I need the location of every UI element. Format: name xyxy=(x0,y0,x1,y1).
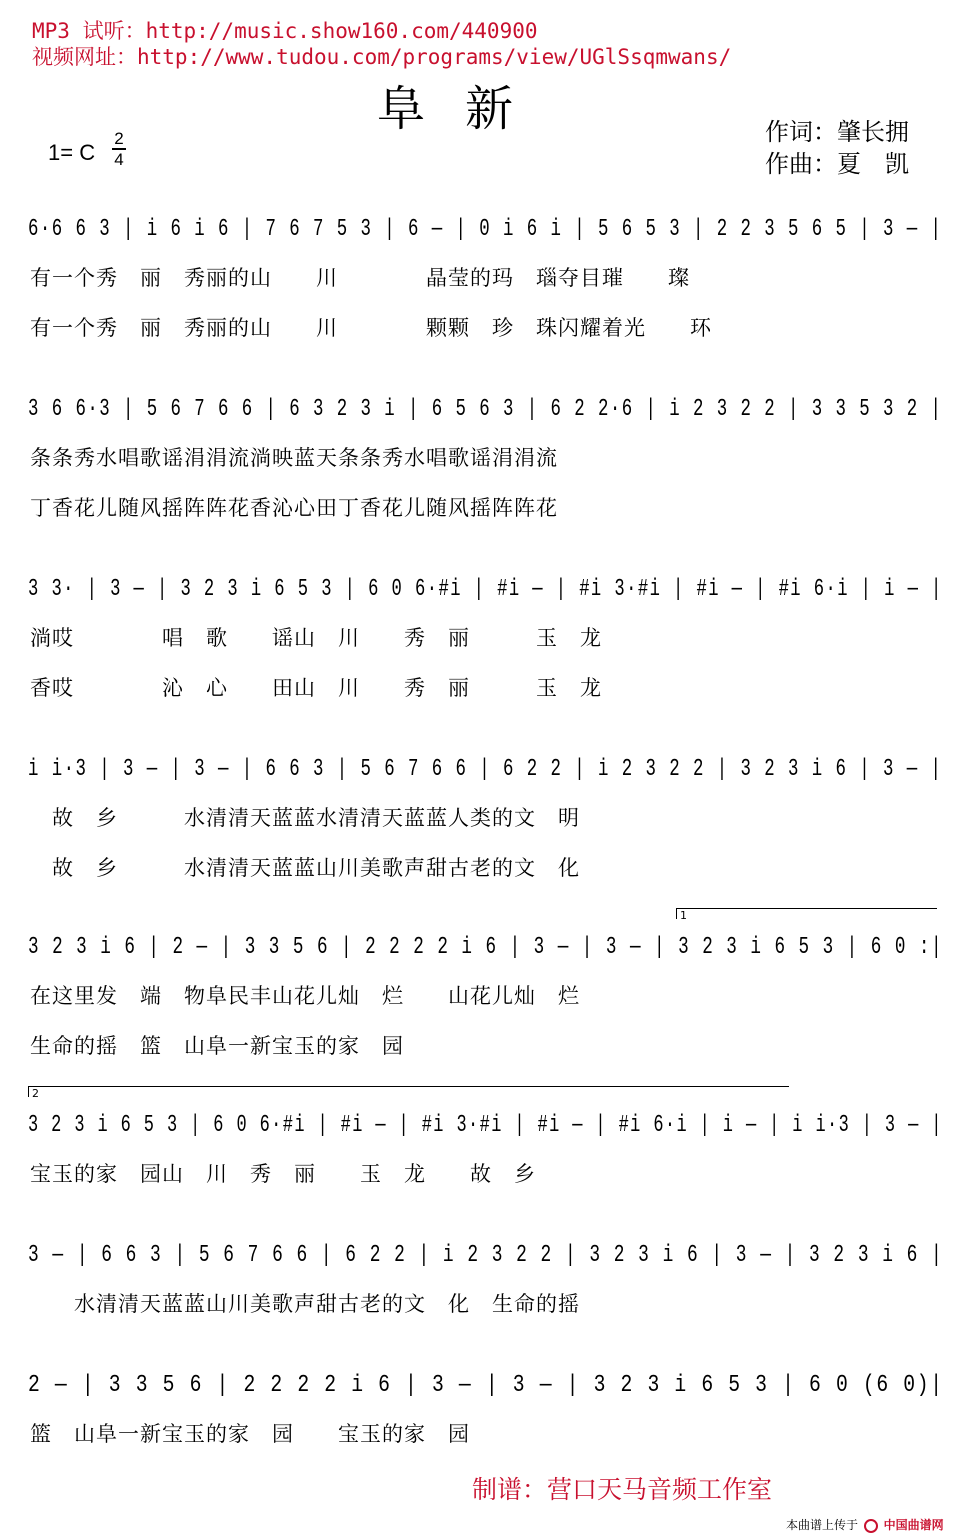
lyric-verse-1: 在这里发 端 物阜民丰山花儿灿 烂 山花儿灿 烂 xyxy=(30,984,580,1008)
mp3-link[interactable]: MP3 试听：http://music.show160.com/440900 xyxy=(32,19,538,43)
video-link[interactable]: 视频网址：http://www.tudou.com/programs/view/UGlSsqmwans/ xyxy=(32,45,732,69)
volta-bracket xyxy=(28,1086,789,1100)
time-top: 2 xyxy=(114,129,124,148)
lyric-verse-1: 条条秀水唱歌谣涓涓流淌映蓝天条条秀水唱歌谣涓涓流 xyxy=(30,446,558,470)
lyric-verse-1: 故 乡 水清清天蓝蓝水清清天蓝蓝人类的文 明 xyxy=(30,806,580,830)
time-bottom: 4 xyxy=(114,150,124,169)
composer: 作曲：夏 凯 xyxy=(765,150,909,178)
lyric-verse-2: 故 乡 水清清天蓝蓝山川美歌声甜古老的文 化 xyxy=(30,856,580,880)
notation-line: 3 6 6·3 | 5 6 7 6 6 | 6 3 2 3 i | 6 5 6 3 | 6 2 2·6 | i 2 3 2 2 | 3 3 5 3 2 | xyxy=(28,396,943,423)
notation-line: 6·6 6 3 | i 6 i 6 | 7 6 7 5 3 | 6 — | 0 i 6 i | 5 6 5 3 | 2 2 3 5 6 5 | 3 — | xyxy=(28,216,943,243)
lyric-verse-1: 水清清天蓝蓝山川美歌声甜古老的文 化 生命的摇 xyxy=(30,1292,580,1316)
lyric-verse-2: 丁香花儿随风摇阵阵花香沁心田丁香花儿随风摇阵阵花 xyxy=(30,496,558,520)
song-title: 阜新 xyxy=(376,81,553,137)
lyric-verse-1: 篮 山阜一新宝玉的家 园 宝玉的家 园 xyxy=(30,1422,470,1446)
volta-bracket xyxy=(676,908,937,922)
notation-line: 3 2 3 i 6 | 2 — | 3 3 5 6 | 2 2 2 2 i 6 | 3 — | 3 — | 3 2 3 i 6 5 3 | 6 0 :| xyxy=(28,934,943,961)
site-name[interactable]: 中国曲谱网 xyxy=(883,1518,944,1532)
volta-number: 2 xyxy=(32,1087,39,1100)
notation-line: 2 — | 3 3 5 6 | 2 2 2 2 i 6 | 3 — | 3 — | 3 2 3 i 6 5 3 | 6 0 (6 0)| xyxy=(28,1372,944,1399)
source-links xyxy=(32,18,731,70)
time-signature xyxy=(112,130,126,168)
volta-number: 1 xyxy=(680,909,687,922)
lyricist: 作词：肇长拥 xyxy=(765,118,909,146)
lyric-verse-1: 有一个秀 丽 秀丽的山 川 晶莹的玛 瑙夺目璀 璨 xyxy=(30,266,690,290)
notation-line: 3 3· | 3 — | 3 2 3 i 6 5 3 | 6 0 6·#i | #i — | #i 3·#i | #i — | #i 6·i | i — | xyxy=(28,576,943,603)
lyric-verse-2: 有一个秀 丽 秀丽的山 川 颗颗 珍 珠闪耀着光 环 xyxy=(30,316,712,340)
notation-line: 3 2 3 i 6 5 3 | 6 0 6·#i | #i — | #i 3·#i | #i — | #i 6·i | i — | i i·3 | 3 — | xyxy=(28,1112,943,1139)
credits xyxy=(765,116,909,180)
footer xyxy=(786,1516,944,1533)
key-label: 1= C xyxy=(48,140,96,165)
transcriber-credit: 制谱：营口天马音频工作室 xyxy=(472,1475,773,1504)
notation-line: 3 — | 6 6 3 | 5 6 7 6 6 | 6 2 2 | i 2 3 2 2 | 3 2 3 i 6 | 3 — | 3 2 3 i 6 | xyxy=(28,1242,944,1269)
upload-note: 本曲谱上传于 xyxy=(786,1518,859,1532)
lyric-verse-2: 香哎 沁 心 田山 川 秀 丽 玉 龙 xyxy=(30,676,602,700)
lyric-verse-1: 淌哎 唱 歌 谣山 川 秀 丽 玉 龙 xyxy=(30,626,602,650)
site-logo-icon xyxy=(864,1519,878,1533)
lyric-verse-1: 宝玉的家 园山 川 秀 丽 玉 龙 故 乡 xyxy=(30,1162,536,1186)
notation-line: i i·3 | 3 — | 3 — | 6 6 3 | 5 6 7 6 6 | 6 2 2 | i 2 3 2 2 | 3 2 3 i 6 | 3 — | xyxy=(28,756,943,783)
lyric-verse-2: 生命的摇 篮 山阜一新宝玉的家 园 xyxy=(30,1034,404,1058)
key-signature xyxy=(48,129,124,169)
